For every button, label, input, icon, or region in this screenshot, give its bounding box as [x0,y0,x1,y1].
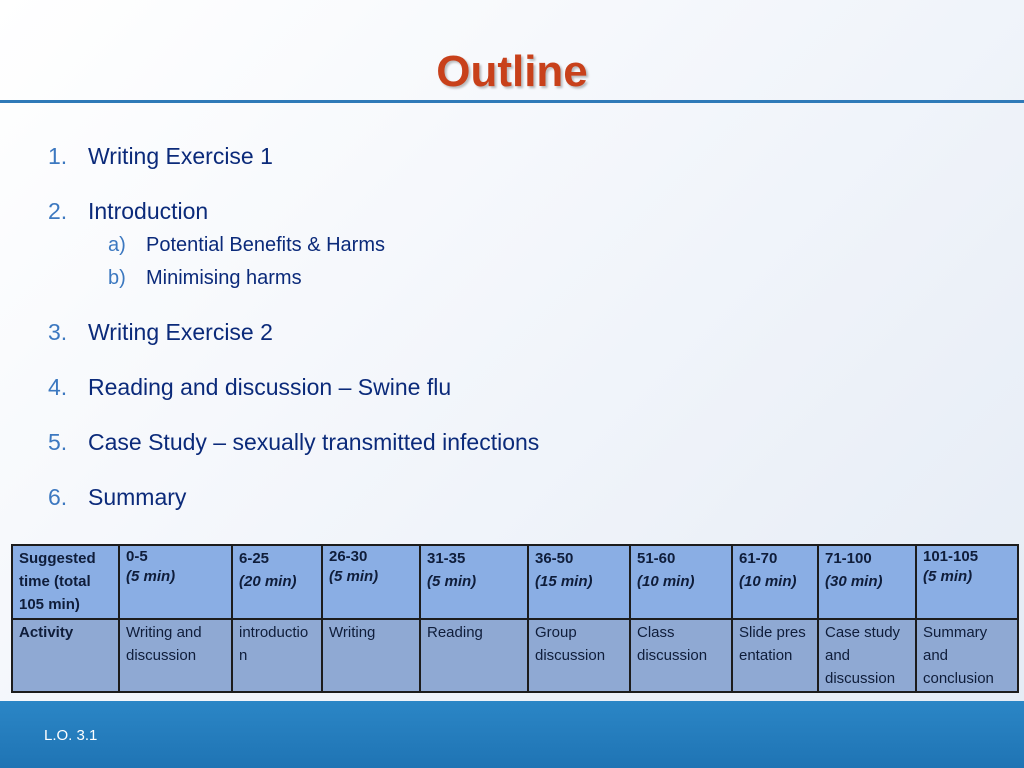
time-header-cell: Suggested time (total 105 min) [12,545,119,619]
time-duration: (15 min) [535,573,593,590]
outline-item-number: 2. [48,198,68,224]
time-duration: (30 min) [825,573,883,590]
time-cell [232,545,322,619]
time-range: 31-35 [427,550,466,567]
activity-cell: Writing and discussion [119,619,232,692]
time-duration: (5 min) [329,568,379,585]
outline-item-text: Summary [88,484,187,510]
outline-subitem-a [48,229,948,262]
outline-item-number: 3. [48,319,68,345]
time-cell [119,545,232,619]
outline-item-number: 5. [48,429,68,455]
time-duration: (5 min) [126,568,176,585]
time-cell [322,545,420,619]
outline-item-text: Case Study – sexually transmitted infections [88,429,540,455]
slide-title: Outline [436,47,588,96]
activity-cell: Case study and discussion [818,619,916,692]
schedule-table [11,544,1019,693]
time-cell [732,545,818,619]
activity-cell: Group discussion [528,619,630,692]
time-range: 0-5 [126,548,148,565]
outline-item-text: Writing Exercise 2 [88,319,273,345]
outline-list [48,138,948,515]
time-range: 51-60 [637,550,676,567]
time-row [12,545,1018,619]
outline-subitem-b [48,262,948,295]
activity-cell: Reading [420,619,528,692]
outline-item-4 [48,369,948,405]
title-divider [0,100,1024,103]
time-range: 26-30 [329,548,368,565]
activity-cell: Slide presentation [732,619,818,692]
time-range: 71-100 [825,550,872,567]
outline-item-number: 1. [48,143,68,169]
activity-row [12,619,1018,692]
time-duration: (10 min) [739,573,797,590]
activity-header-cell: Activity [12,619,119,692]
outline-item-text: Reading and discussion – Swine flu [88,374,452,400]
activity-cell: Writing [322,619,420,692]
time-range: 36-50 [535,550,574,567]
outline-item-2 [48,193,948,229]
outline-item-text: Introduction [88,198,209,224]
outline-item-1 [48,138,948,174]
activity-cell: Class discussion [630,619,732,692]
time-range: 101-105 [923,548,979,565]
activity-cell: Summary and conclusion [916,619,1018,692]
learning-objective-label: L.O. 3.1 [44,727,98,744]
time-duration: (5 min) [923,568,973,585]
time-range: 6-25 [239,550,270,567]
time-cell [420,545,528,619]
time-cell [818,545,916,619]
outline-subitem-text: Potential Benefits & Harms [146,234,385,256]
activity-cell: introduction [232,619,322,692]
outline-subitem-text: Minimising harms [146,267,302,289]
outline-item-text: Writing Exercise 1 [88,143,273,169]
outline-item-6 [48,479,948,515]
outline-item-number: 4. [48,374,68,400]
outline-item-3 [48,314,948,350]
time-cell [528,545,630,619]
footer-bar [0,701,1024,768]
outline-item-5 [48,424,948,460]
outline-item-number: 6. [48,484,68,510]
time-cell [630,545,732,619]
time-duration: (5 min) [427,573,477,590]
time-duration: (20 min) [239,573,297,590]
outline-subitem-letter: a) [108,234,126,256]
time-range: 61-70 [739,550,778,567]
outline-subitem-letter: b) [108,267,126,289]
time-cell [916,545,1018,619]
time-duration: (10 min) [637,573,695,590]
